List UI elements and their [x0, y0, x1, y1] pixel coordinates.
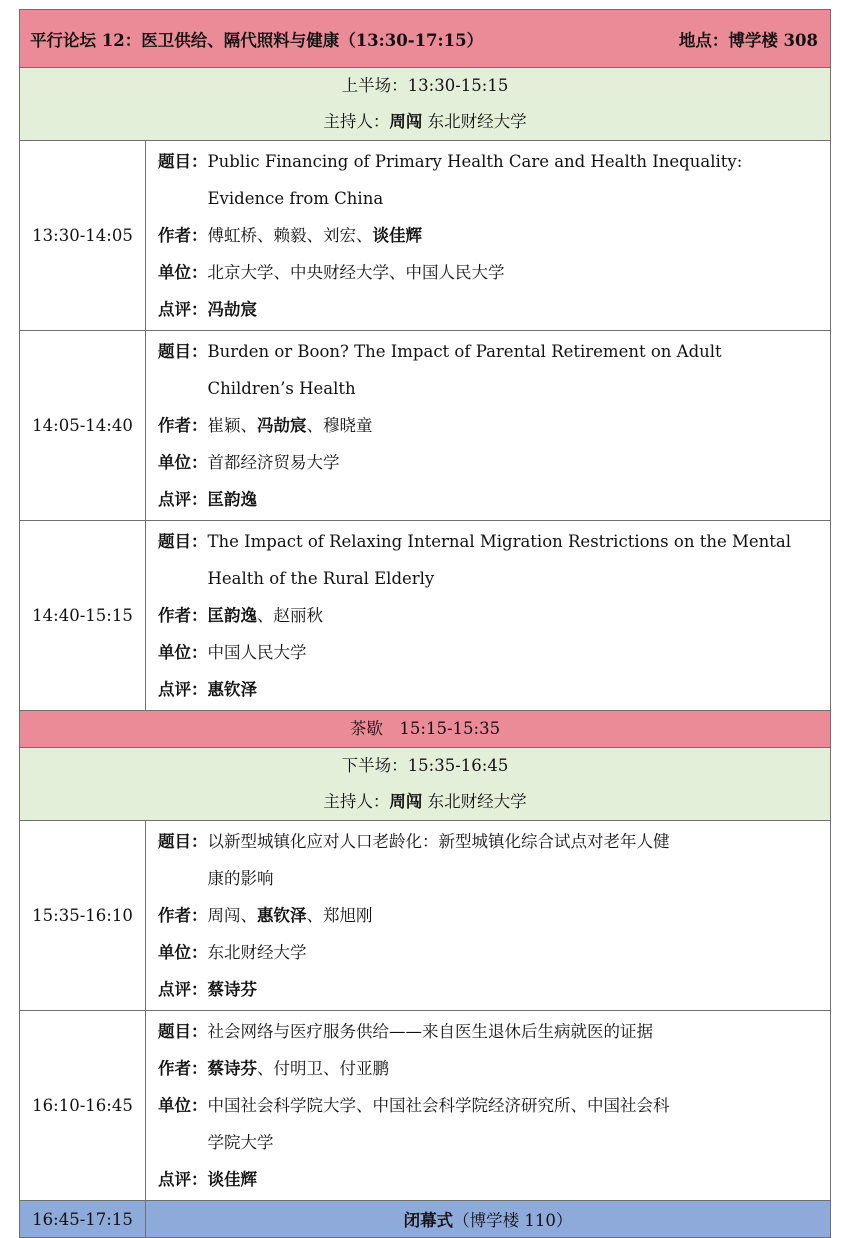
first-half-title: 上半场：13:30-15:15 — [341, 76, 509, 95]
second-half-host — [20, 784, 830, 820]
session-time: 14:05-14:40 — [20, 331, 146, 521]
host-label: 主持人： — [323, 792, 390, 811]
session-affiliation: 单位： 首都经济贸易大学 — [158, 453, 340, 472]
forum-title: 平行论坛 12：医卫供给、隔代照料与健康（13:30-17:15） — [30, 30, 484, 50]
session-title: 题目： 社会网络与医疗服务供给——来自医生退休后生病就医的证据 — [158, 1022, 653, 1041]
closing-time: 16:45-17:15 — [20, 1201, 146, 1238]
session-authors: 作者： 周闯、惠钦泽、郑旭刚 — [158, 906, 373, 925]
forum-schedule-table — [19, 9, 831, 1238]
session-title: 题目： Burden or Boon? The Impact of Parental Retirement on Adult Children’s Health — [158, 342, 722, 398]
session-discussant: 点评： 匡韵逸 — [158, 490, 257, 509]
session-affiliation: 单位： 北京大学、中央财经大学、中国人民大学 — [158, 263, 505, 282]
session-discussant: 点评： 冯劼宸 — [158, 300, 257, 319]
session-time: 13:30-14:05 — [20, 141, 146, 331]
session-authors: 作者： 傅虹桥、赖毅、刘宏、谈佳辉 — [158, 226, 422, 245]
session-affiliation: 单位： 中国人民大学 — [158, 643, 307, 662]
session-authors: 作者： 匡韵逸、赵丽秋 — [158, 606, 323, 625]
host-affiliation: 东北财经大学 — [422, 792, 527, 811]
host-name: 周闯 — [389, 112, 423, 131]
session-row — [20, 821, 831, 1011]
second-half-title: 下半场：15:35-16:45 — [341, 756, 509, 775]
session-affiliation: 单位： 东北财经大学 — [158, 943, 307, 962]
closing-venue: （博学楼 110） — [453, 1211, 573, 1230]
session-time: 14:40-15:15 — [20, 521, 146, 711]
first-half-row — [20, 68, 831, 141]
session-time: 16:10-16:45 — [20, 1011, 146, 1201]
forum-location: 地点：博学楼 308 — [678, 30, 818, 50]
session-authors: 作者： 蔡诗芬、付明卫、付亚鹏 — [158, 1059, 389, 1078]
host-name: 周闯 — [389, 792, 423, 811]
session-title: 题目： The Impact of Relaxing Internal Migration Restrictions on the Mental Health of the Rural Elderly — [158, 532, 791, 588]
session-row — [20, 331, 831, 521]
session-title: 题目： 以新型城镇化应对人口老龄化：新型城镇化综合试点对老年人健 康的影响 — [158, 832, 670, 888]
tea-break-row — [20, 711, 831, 748]
session-row — [20, 1011, 831, 1201]
session-authors: 作者： 崔颖、冯劼宸、穆晓童 — [158, 416, 373, 435]
tea-break: 茶歇 15:15-15:35 — [20, 711, 831, 748]
session-row — [20, 521, 831, 711]
second-half-row — [20, 748, 831, 821]
first-half-host — [20, 104, 830, 140]
session-row — [20, 141, 831, 331]
session-affiliation: 单位： 中国社会科学院大学、中国社会科学院经济研究所、中国社会科 学院大学 — [158, 1096, 670, 1152]
host-affiliation: 东北财经大学 — [422, 112, 527, 131]
session-discussant: 点评： 惠钦泽 — [158, 680, 257, 699]
session-title: 题目： Public Financing of Primary Health Care and Health Inequality: Evidence from China — [158, 152, 743, 208]
session-time: 15:35-16:10 — [20, 821, 146, 1011]
closing-ceremony — [146, 1201, 831, 1238]
closing-row — [20, 1201, 831, 1238]
forum-header-row — [20, 10, 831, 68]
host-label: 主持人： — [323, 112, 390, 131]
closing-label: 闭幕式 — [403, 1211, 454, 1230]
session-discussant: 点评： 谈佳辉 — [158, 1170, 257, 1189]
session-discussant: 点评： 蔡诗芬 — [158, 980, 257, 999]
